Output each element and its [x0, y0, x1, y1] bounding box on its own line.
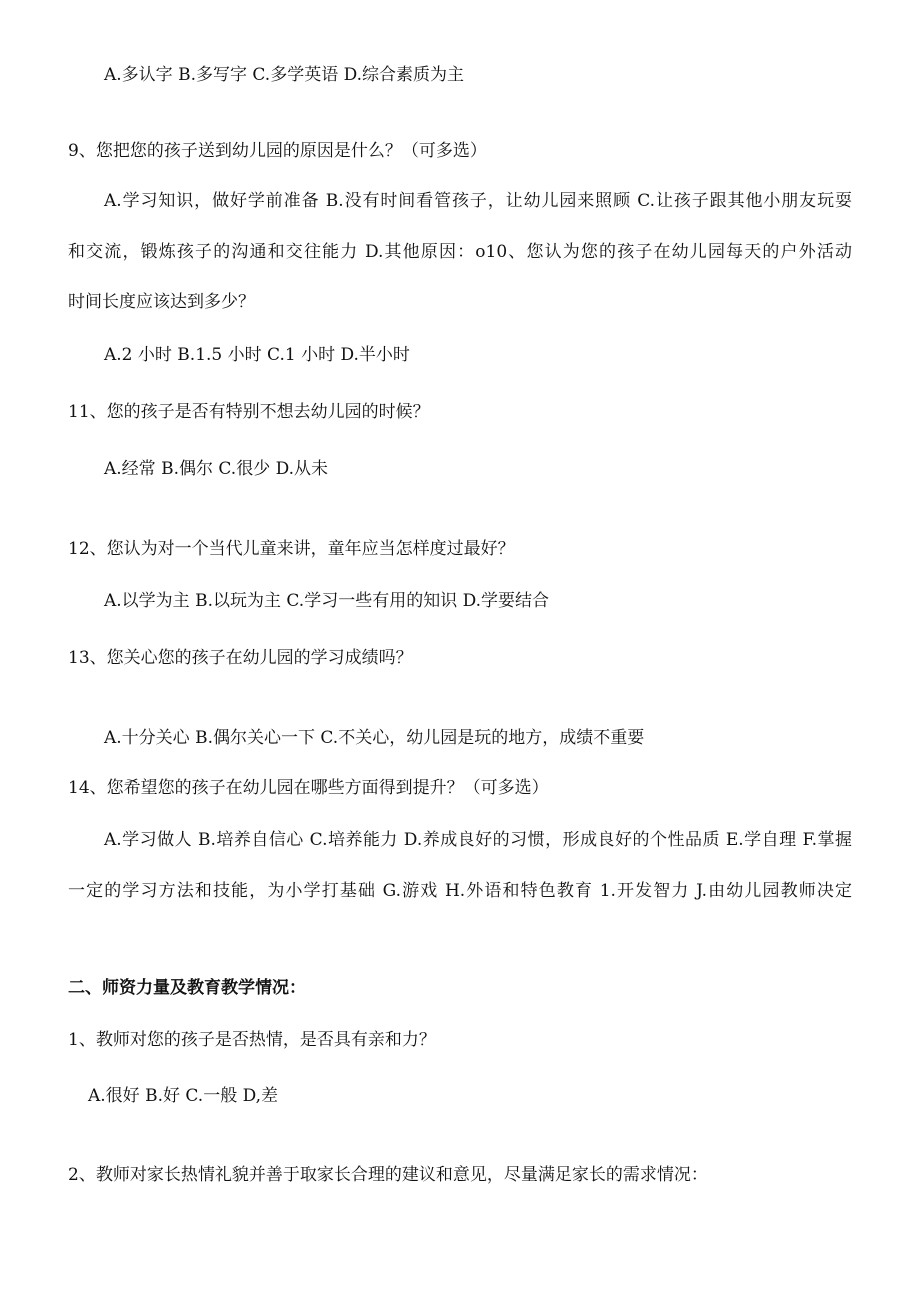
q8-options: A.多认字 B.多写字 C.多学英语 D.综合素质为主	[104, 65, 465, 85]
section-heading: 二、师资力量及教育教学情况：	[68, 978, 306, 998]
q14-question: 14、您希望您的孩子在幼儿园在哪些方面得到提升？（可多选）	[68, 778, 549, 798]
q13-options: A.十分关心 B.偶尔关心一下 C.不关心，幼儿园是玩的地方，成绩不重要	[104, 728, 645, 748]
s2-q1-question: 1、教师对您的孩子是否热情，是否具有亲和力？	[68, 1030, 436, 1050]
q13-question: 13、您关心您的孩子在幼儿园的学习成绩吗？	[68, 648, 413, 668]
q14-options-line1: A.学习做人 B.培养自信心 C.培养能力 D.养成良好的习惯，形成良好的个性品质 E.学自理 F.掌握	[104, 830, 852, 850]
q12-options: A.以学为主 B.以玩为主 C.学习一些有用的知识 D.学要结合	[104, 591, 550, 611]
q14-options-line2: 一定的学习方法和技能，为小学打基础 G.游戏 H.外语和特色教育 1.开发智力 J.由幼儿园教师决定	[68, 881, 852, 901]
q11-question: 11、您的孩子是否有特别不想去幼儿园的时候？	[68, 402, 430, 422]
s2-q2-question: 2、教师对家长热情礼貌并善于取家长合理的建议和意见，尽量满足家长的需求情况：	[68, 1165, 708, 1185]
q9-question: 9、您把您的孩子送到幼儿园的原因是什么？（可多选）	[68, 141, 487, 161]
q9-options-line2: 和交流，锻炼孩子的沟通和交往能力 D.其他原因：o10、您认为您的孩子在幼儿园每天的户外活动	[68, 242, 852, 262]
q11-options: A.经常 B.偶尔 C.很少 D.从未	[104, 459, 329, 479]
q10-question-cont: 时间长度应该达到多少？	[68, 292, 255, 312]
s2-q1-options: A.很好 B.好 C.一般 D,差	[88, 1086, 279, 1106]
q10-options: A.2 小时 B.1.5 小时 C.1 小时 D.半小时	[104, 345, 410, 365]
q12-question: 12、您认为对一个当代儿童来讲，童年应当怎样度过最好？	[68, 539, 515, 559]
q9-options-line1: A.学习知识，做好学前准备 B.没有时间看管孩子，让幼儿园来照顾 C.让孩子跟其他小朋友玩耍	[104, 191, 852, 211]
